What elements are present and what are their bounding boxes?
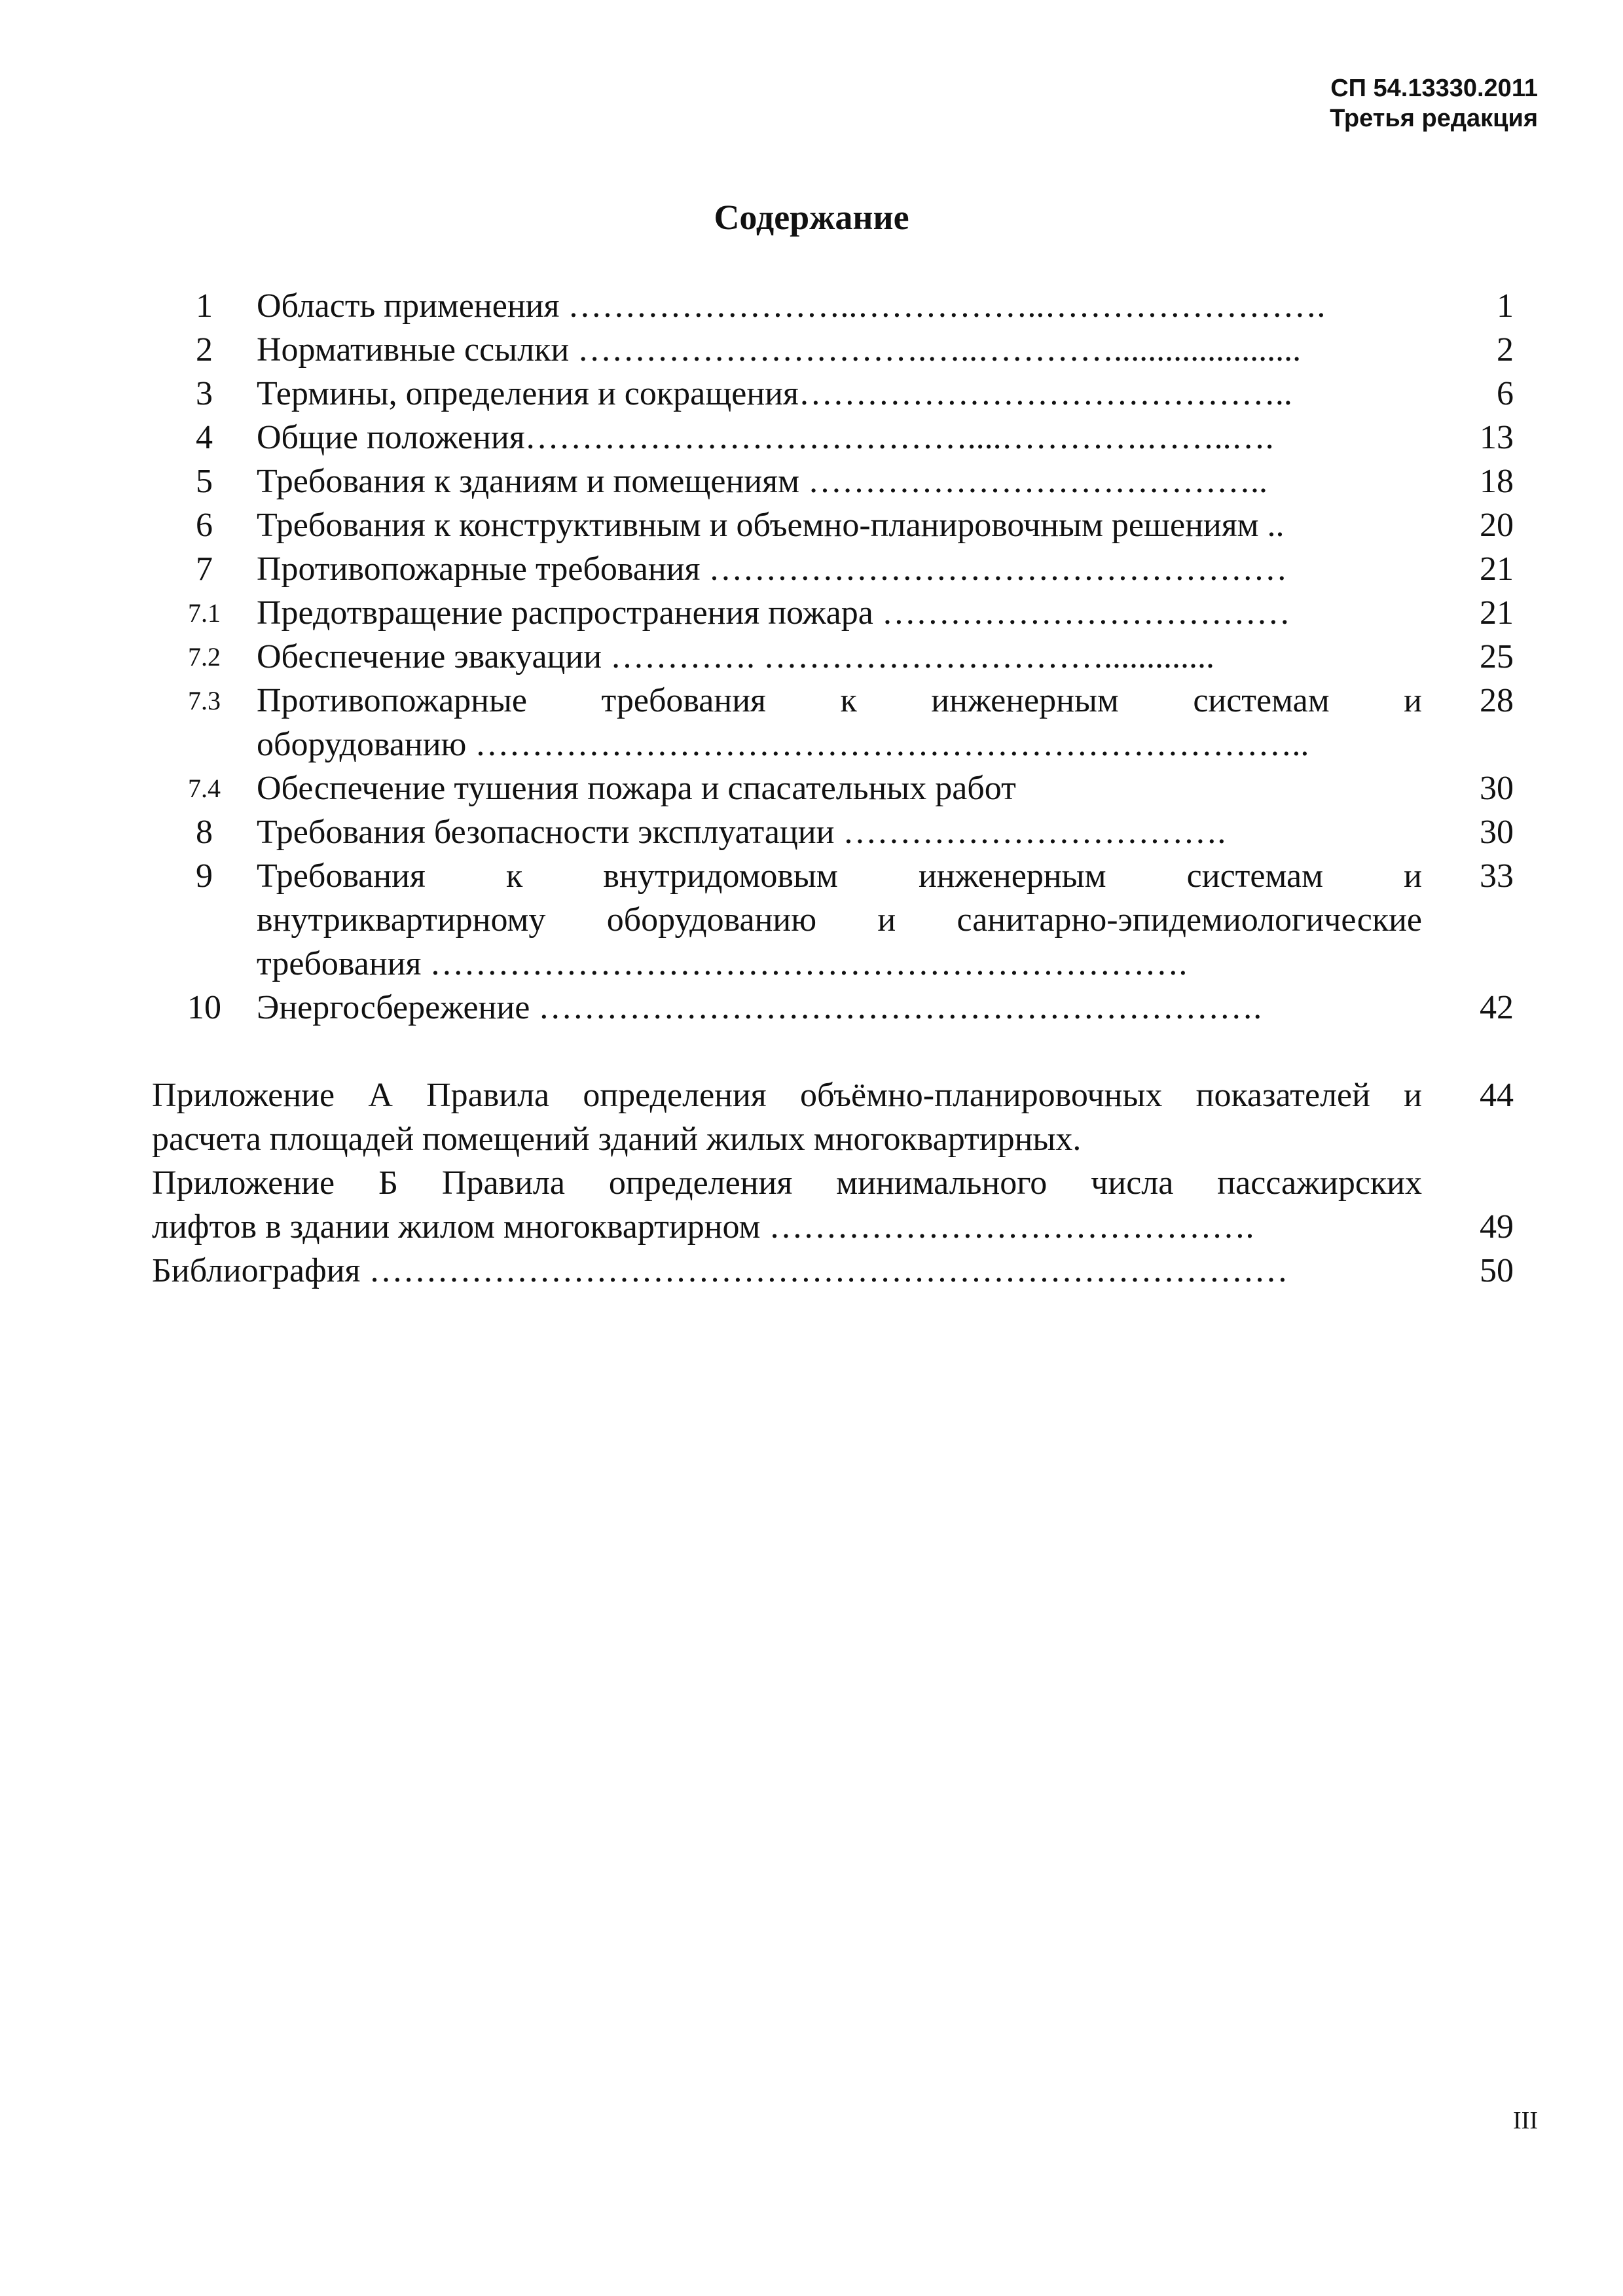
- toc-entry-7-1[interactable]: [152, 591, 1514, 635]
- toc-entry-7-3[interactable]: [152, 679, 1514, 766]
- toc-title-line: требования ………………………………………………………….: [257, 945, 1188, 982]
- toc-title-line: оборудованию ………………………………………………………………..: [257, 726, 1309, 763]
- toc-title: Термины, определения и сокращения……………………………………..: [257, 375, 1292, 412]
- toc-title: Требования безопасности эксплуатации …………………………….: [257, 814, 1226, 851]
- toc-title-line: Требования к внутридомовым инженерным системам и: [257, 857, 1422, 895]
- bibliography-title: Библиография ………………………………………………………………………: [152, 1252, 1288, 1289]
- appendix-page: 44: [1480, 1077, 1514, 1114]
- toc-number: 3: [196, 375, 213, 412]
- toc-number: 8: [196, 814, 213, 851]
- toc-page: 21: [1480, 594, 1514, 632]
- document-header: [1330, 73, 1538, 134]
- toc-page: 13: [1480, 419, 1514, 456]
- toc-entry-8[interactable]: [152, 810, 1514, 854]
- toc-title-line: внутриквартирному оборудованию и санитарно-эпидемиологические: [257, 901, 1422, 939]
- toc-page: 30: [1480, 770, 1514, 807]
- toc-title: Требования к зданиям и помещениям …………………………………..: [257, 463, 1267, 500]
- toc-number: 1: [196, 287, 213, 325]
- appendix-title-line: Приложение Б Правила определения минимального числа пассажирских: [152, 1164, 1422, 1202]
- toc-page: 1: [1497, 287, 1514, 325]
- toc-number: 7.3: [188, 686, 221, 715]
- toc-number: 5: [196, 463, 213, 500]
- toc-page: 21: [1480, 550, 1514, 588]
- toc-entry-7[interactable]: [152, 547, 1514, 591]
- toc-number: 7.2: [188, 642, 221, 672]
- appendix-title-line: Приложение А Правила определения объёмно-планировочных показателей и: [152, 1077, 1422, 1114]
- toc-entry-9[interactable]: [152, 854, 1514, 986]
- toc-title: Предотвращение распространения пожара ………………………………: [257, 594, 1290, 632]
- appendices: [152, 1073, 1514, 1293]
- toc-entry-10[interactable]: [152, 986, 1514, 1030]
- page-number: III: [1513, 2107, 1538, 2134]
- toc-page: 2: [1497, 331, 1514, 368]
- page-title: Содержание: [714, 198, 909, 237]
- toc-page: 20: [1480, 507, 1514, 544]
- toc-page: 25: [1480, 638, 1514, 675]
- toc-number: 7: [196, 550, 213, 588]
- toc-number: 7.4: [188, 774, 221, 803]
- toc-title: [257, 679, 1422, 766]
- toc-title: Нормативные ссылки ………………………….…..…………......................: [257, 331, 1302, 368]
- standard-code: СП 54.13330.2011: [1330, 75, 1538, 102]
- toc-title: Общие положения…………………………………....………….……..….: [257, 419, 1274, 456]
- toc-entry-5[interactable]: [152, 459, 1514, 503]
- toc-entry-6[interactable]: [152, 503, 1514, 547]
- toc-number: 10: [187, 989, 221, 1026]
- toc-page: 33: [1480, 857, 1514, 895]
- toc-number: 2: [196, 331, 213, 368]
- toc-number: 9: [196, 857, 213, 895]
- bibliography-page: 50: [1480, 1252, 1514, 1289]
- toc-title: Противопожарные требования ……………………………………………: [257, 550, 1288, 588]
- toc-entry-7-2[interactable]: [152, 635, 1514, 679]
- toc-entry-3[interactable]: [152, 372, 1514, 416]
- toc-title: [257, 854, 1422, 986]
- toc-title: Требования к конструктивным и объемно-планировочным решениям ..: [257, 507, 1285, 544]
- edition-label: Третья редакция: [1330, 105, 1538, 132]
- toc-title-line: Противопожарные требования к инженерным системам и: [257, 682, 1422, 719]
- toc-title: Энергосбережение ……………………………………………………….: [257, 989, 1262, 1026]
- toc-entry-7-4[interactable]: [152, 766, 1514, 810]
- toc-number: 4: [196, 419, 213, 456]
- toc-page: 18: [1480, 463, 1514, 500]
- toc-title: Обеспечение тушения пожара и спасательных работ: [257, 770, 1016, 807]
- toc-number: 7.1: [188, 598, 221, 628]
- toc-number: 6: [196, 507, 213, 544]
- toc-entry-4[interactable]: [152, 416, 1514, 459]
- toc-page: 6: [1497, 375, 1514, 412]
- appendix-title: [152, 1073, 1422, 1161]
- appendix-b[interactable]: [152, 1161, 1514, 1249]
- table-of-contents: [152, 284, 1514, 1293]
- toc-title: Область применения ……………………..……………..…………………….: [257, 287, 1326, 325]
- toc-page: 28: [1480, 682, 1514, 719]
- toc-page: 42: [1480, 989, 1514, 1026]
- bibliography[interactable]: [152, 1249, 1514, 1293]
- toc-title: Обеспечение эвакуации …………. ………………………….............: [257, 638, 1215, 675]
- appendix-title-line: расчета площадей помещений зданий жилых многоквартирных.: [152, 1121, 1082, 1158]
- toc-page: 30: [1480, 814, 1514, 851]
- toc-entry-2[interactable]: [152, 328, 1514, 372]
- appendix-page: 49: [1480, 1208, 1514, 1246]
- appendix-a[interactable]: [152, 1073, 1514, 1161]
- appendix-title-line: лифтов в здании жилом многоквартирном …………………………………….: [152, 1208, 1254, 1246]
- appendix-title: [152, 1161, 1422, 1249]
- toc-entry-1[interactable]: [152, 284, 1514, 328]
